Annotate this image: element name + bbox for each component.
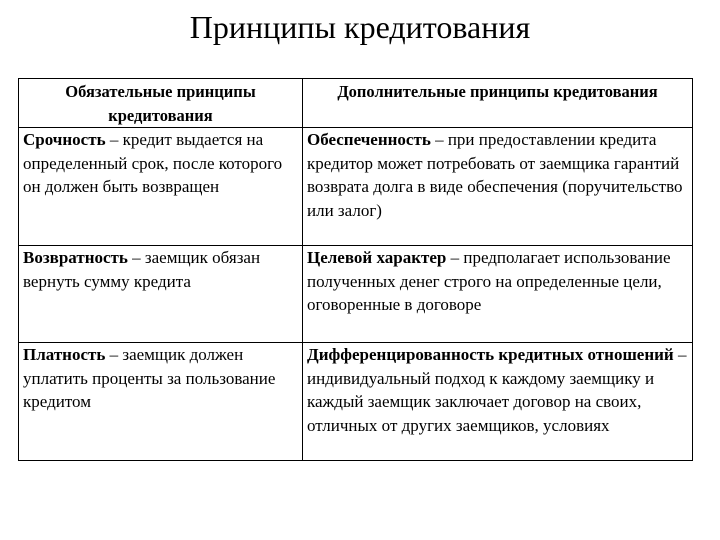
principle-term: Платность [23, 345, 106, 364]
table-row [19, 128, 693, 246]
table-cell [303, 343, 693, 461]
principle-description: – кредит выдается на определенный срок, после которого он должен быть возвращен [23, 130, 283, 196]
principle-term: Обеспеченность [307, 130, 431, 149]
table-cell [19, 343, 303, 461]
table-header-row [19, 79, 693, 128]
principles-table [18, 78, 693, 461]
principle-term: Срочность [23, 130, 106, 149]
principle-description: – заемщик должен уплатить проценты за пользование кредитом [23, 345, 276, 411]
principle-term: Целевой характер [307, 248, 447, 267]
table-row [19, 246, 693, 343]
principle-description: – заемщик обязан вернуть сумму кредита [23, 248, 261, 291]
table-cell [19, 128, 303, 246]
header-additional-principles: Дополнительные принципы кредитования [303, 79, 693, 128]
table-cell [303, 246, 693, 343]
principle-description: – индивидуальный подход к каждому заемщику и каждый заемщик заключает договор на своих, отличных от других заемщиков, условиях [307, 345, 687, 435]
table-cell [303, 128, 693, 246]
table-cell [19, 246, 303, 343]
principle-term: Дифференцированность кредитных отношений [307, 345, 674, 364]
principle-term: Возвратность [23, 248, 128, 267]
header-mandatory-principles: Обязательные принципы кредитования [19, 79, 303, 128]
principle-description: – предполагает использование полученных денег строго на определенные цели, оговоренные в договоре [307, 248, 671, 314]
principle-description: – при предоставлении кредита кредитор может потребовать от заемщика гарантий возврата долга в виде обеспечения (поручительство или залог) [307, 130, 683, 220]
page-title: Принципы кредитования [189, 9, 531, 45]
table-row [19, 343, 693, 461]
